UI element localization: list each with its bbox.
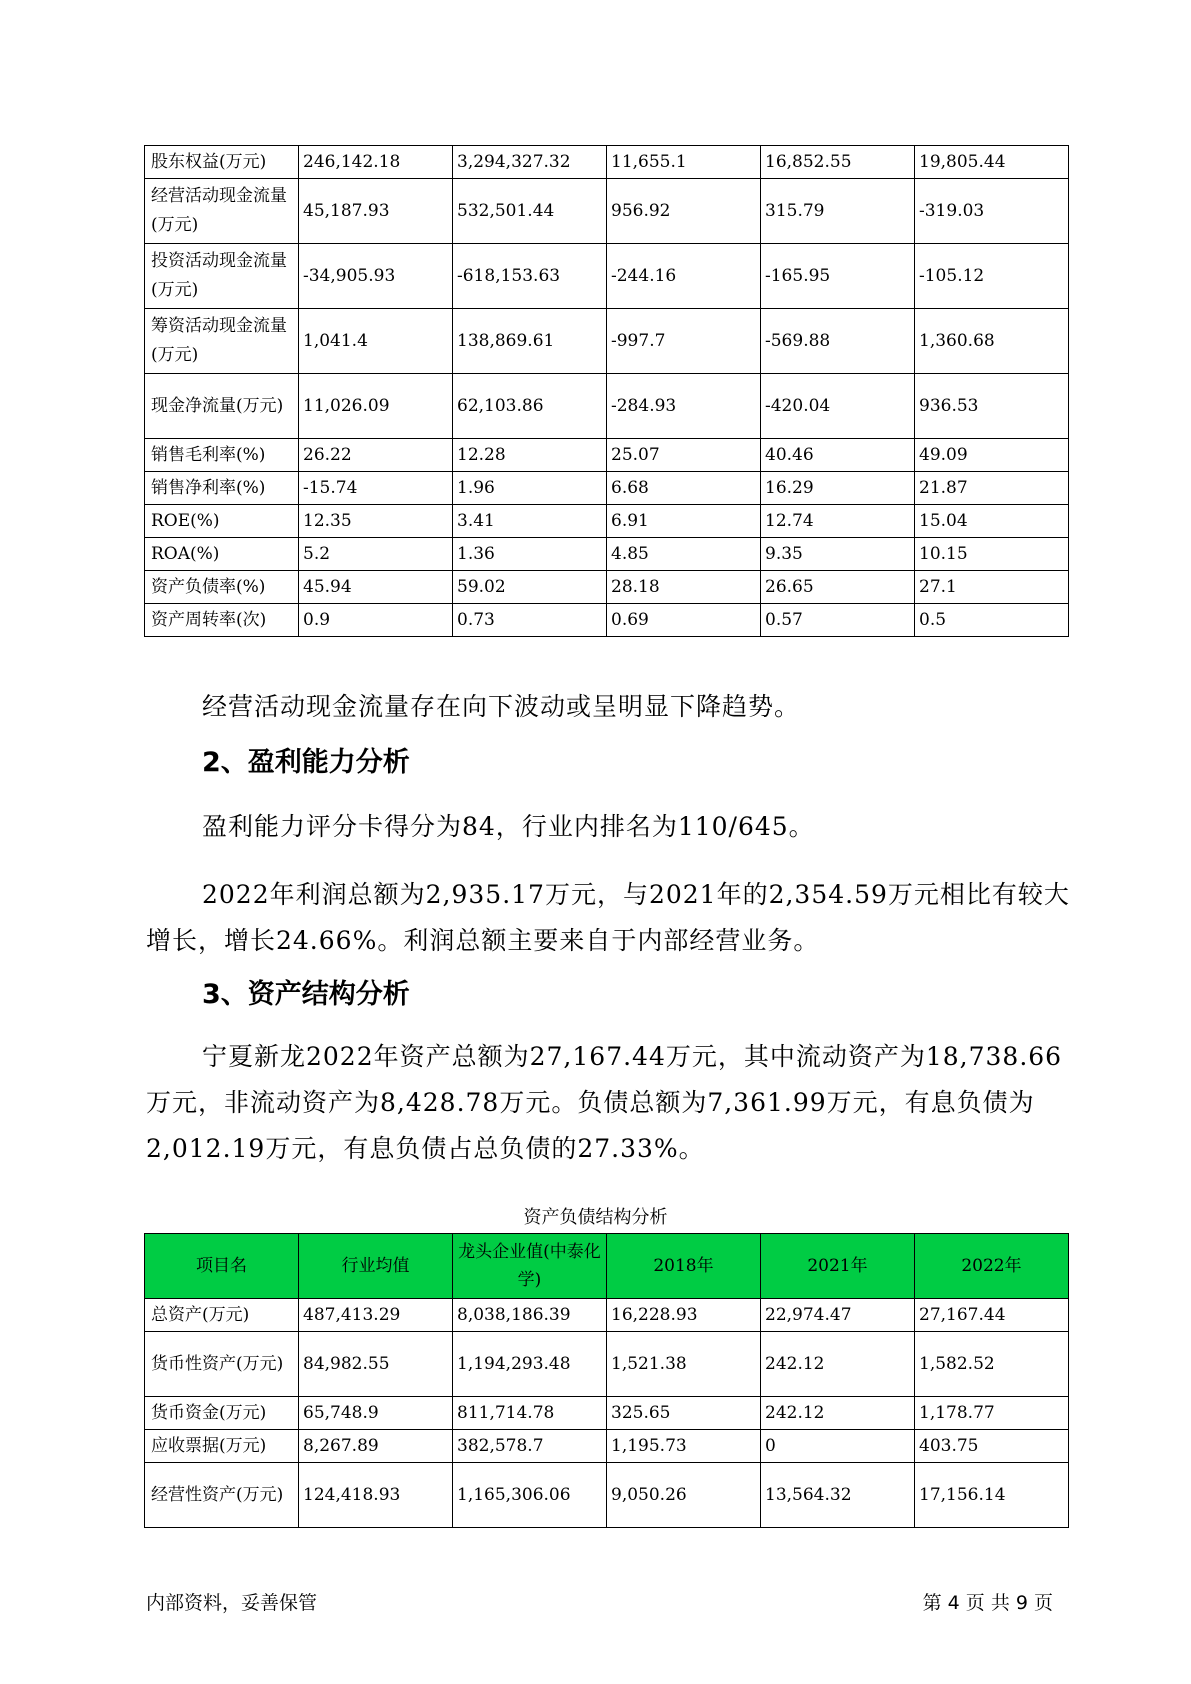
table-row	[145, 604, 1069, 637]
table-cell: 124,418.93	[299, 1463, 453, 1528]
table-cell: 11,655.1	[607, 146, 761, 179]
confidential-footer: 内部资料，妥善保管	[146, 1592, 318, 1614]
table-cell: 1.36	[453, 538, 607, 571]
table-row	[145, 1397, 1069, 1430]
table-cell: 84,982.55	[299, 1332, 453, 1397]
table-cell: 1,582.52	[915, 1332, 1069, 1397]
table-cell: 138,869.61	[453, 309, 607, 374]
row-label: ROA(%)	[145, 538, 299, 571]
table-cell: 8,038,186.39	[453, 1299, 607, 1332]
table-cell: 13,564.32	[761, 1463, 915, 1528]
row-label: 货币资金(万元)	[145, 1397, 299, 1430]
table-row	[145, 179, 1069, 244]
table-cell: -997.7	[607, 309, 761, 374]
table-row	[145, 146, 1069, 179]
table-cell: 25.07	[607, 439, 761, 472]
table-cell: 16.29	[761, 472, 915, 505]
table-cell: 1.96	[453, 472, 607, 505]
table-cell: 1,194,293.48	[453, 1332, 607, 1397]
table-cell: 27.1	[915, 571, 1069, 604]
table-cell: -284.93	[607, 374, 761, 439]
table-cell: 315.79	[761, 179, 915, 244]
table-cell: 0.5	[915, 604, 1069, 637]
row-label: 投资活动现金流量(万元)	[145, 244, 299, 309]
table-cell: -34,905.93	[299, 244, 453, 309]
table-cell: 19,805.44	[915, 146, 1069, 179]
table-cell: 811,714.78	[453, 1397, 607, 1430]
table-cell: 12.74	[761, 505, 915, 538]
table-cell: 0.73	[453, 604, 607, 637]
column-header: 行业均值	[299, 1234, 453, 1299]
table-cell: 0.69	[607, 604, 761, 637]
cashflow-trend-paragraph: 经营活动现金流量存在向下波动或呈明显下降趋势。	[202, 692, 801, 721]
balance-sheet-structure-table	[144, 1233, 1069, 1528]
table-cell: -244.16	[607, 244, 761, 309]
table-cell: 27,167.44	[915, 1299, 1069, 1332]
table-row	[145, 309, 1069, 374]
table-cell: 382,578.7	[453, 1430, 607, 1463]
table-cell: 65,748.9	[299, 1397, 453, 1430]
table-row	[145, 1463, 1069, 1528]
row-label: 股东权益(万元)	[145, 146, 299, 179]
table-cell: 59.02	[453, 571, 607, 604]
table-row	[145, 1430, 1069, 1463]
table-cell: 1,521.38	[607, 1332, 761, 1397]
table-row	[145, 472, 1069, 505]
table-cell: 16,852.55	[761, 146, 915, 179]
table-cell: 487,413.29	[299, 1299, 453, 1332]
table-cell: 11,026.09	[299, 374, 453, 439]
table-cell: 532,501.44	[453, 179, 607, 244]
table-cell: 0	[761, 1430, 915, 1463]
table-cell: 22,974.47	[761, 1299, 915, 1332]
profitability-heading: 2、盈利能力分析	[202, 747, 410, 778]
table-cell: 246,142.18	[299, 146, 453, 179]
table-cell: 45.94	[299, 571, 453, 604]
profit-total-paragraph: 2022年利润总额为2,935.17万元，与2021年的2,354.59万元相比有较大增长，增长24.66%。利润总额主要来自于内部经营业务。	[146, 880, 1070, 955]
profitability-score-paragraph: 盈利能力评分卡得分为84，行业内排名为110/645。	[202, 812, 815, 841]
table-row	[145, 1332, 1069, 1397]
table-cell: 16,228.93	[607, 1299, 761, 1332]
table-cell: 62,103.86	[453, 374, 607, 439]
table-cell: 1,165,306.06	[453, 1463, 607, 1528]
column-header: 龙头企业值(中泰化学)	[453, 1234, 607, 1299]
table-cell: -569.88	[761, 309, 915, 374]
table-cell: 40.46	[761, 439, 915, 472]
table-cell: 5.2	[299, 538, 453, 571]
column-header: 项目名	[145, 1234, 299, 1299]
table-cell: 9,050.26	[607, 1463, 761, 1528]
row-label: 销售净利率(%)	[145, 472, 299, 505]
table-caption: 资产负债结构分析	[523, 1207, 668, 1228]
table-cell: 28.18	[607, 571, 761, 604]
row-label: 经营性资产(万元)	[145, 1463, 299, 1528]
table-cell: -15.74	[299, 472, 453, 505]
asset-structure-heading: 3、资产结构分析	[202, 979, 410, 1010]
row-label: 应收票据(万元)	[145, 1430, 299, 1463]
column-header: 2018年	[607, 1234, 761, 1299]
table-cell: 956.92	[607, 179, 761, 244]
table-cell: 1,041.4	[299, 309, 453, 374]
row-label: 筹资活动现金流量(万元)	[145, 309, 299, 374]
financial-indicators-table	[144, 145, 1069, 637]
table-cell: -319.03	[915, 179, 1069, 244]
column-header: 2022年	[915, 1234, 1069, 1299]
table-cell: 15.04	[915, 505, 1069, 538]
table-cell: 0.57	[761, 604, 915, 637]
column-header: 2021年	[761, 1234, 915, 1299]
row-label: ROE(%)	[145, 505, 299, 538]
row-label: 销售毛利率(%)	[145, 439, 299, 472]
table-cell: 4.85	[607, 538, 761, 571]
table-row	[145, 374, 1069, 439]
table-cell: -105.12	[915, 244, 1069, 309]
table-cell: 10.15	[915, 538, 1069, 571]
asset-structure-paragraph: 宁夏新龙2022年资产总额为27,167.44万元，其中流动资产为18,738.66万元，非流动资产为8,428.78万元。负债总额为7,361.99万元，有息负债为2,012.19万元，有息负债占总负债的27.33%。	[146, 1042, 1063, 1163]
table-header-row	[145, 1234, 1069, 1299]
table-cell: 45,187.93	[299, 179, 453, 244]
table-cell: -165.95	[761, 244, 915, 309]
table-row	[145, 439, 1069, 472]
table-cell: 26.65	[761, 571, 915, 604]
table-cell: -618,153.63	[453, 244, 607, 309]
table-cell: 325.65	[607, 1397, 761, 1430]
row-label: 总资产(万元)	[145, 1299, 299, 1332]
table-cell: 49.09	[915, 439, 1069, 472]
table-cell: 242.12	[761, 1332, 915, 1397]
table-cell: 12.35	[299, 505, 453, 538]
row-label: 资产负债率(%)	[145, 571, 299, 604]
table-cell: -420.04	[761, 374, 915, 439]
table-cell: 17,156.14	[915, 1463, 1069, 1528]
table-cell: 8,267.89	[299, 1430, 453, 1463]
table-cell: 21.87	[915, 472, 1069, 505]
row-label: 现金净流量(万元)	[145, 374, 299, 439]
table-cell: 242.12	[761, 1397, 915, 1430]
table-cell: 403.75	[915, 1430, 1069, 1463]
table-row	[145, 538, 1069, 571]
table-cell: 6.91	[607, 505, 761, 538]
row-label: 经营活动现金流量(万元)	[145, 179, 299, 244]
page-number: 第 4 页 共 9 页	[922, 1592, 1053, 1614]
table-cell: 9.35	[761, 538, 915, 571]
table-row	[145, 244, 1069, 309]
table-cell: 1,360.68	[915, 309, 1069, 374]
table-row	[145, 1299, 1069, 1332]
row-label: 货币性资产(万元)	[145, 1332, 299, 1397]
table-cell: 6.68	[607, 472, 761, 505]
table-cell: 1,195.73	[607, 1430, 761, 1463]
table-cell: 3,294,327.32	[453, 146, 607, 179]
table-row	[145, 505, 1069, 538]
table-row	[145, 571, 1069, 604]
table-cell: 3.41	[453, 505, 607, 538]
table-cell: 12.28	[453, 439, 607, 472]
table-cell: 1,178.77	[915, 1397, 1069, 1430]
row-label: 资产周转率(次)	[145, 604, 299, 637]
table-cell: 936.53	[915, 374, 1069, 439]
table-cell: 0.9	[299, 604, 453, 637]
table-cell: 26.22	[299, 439, 453, 472]
